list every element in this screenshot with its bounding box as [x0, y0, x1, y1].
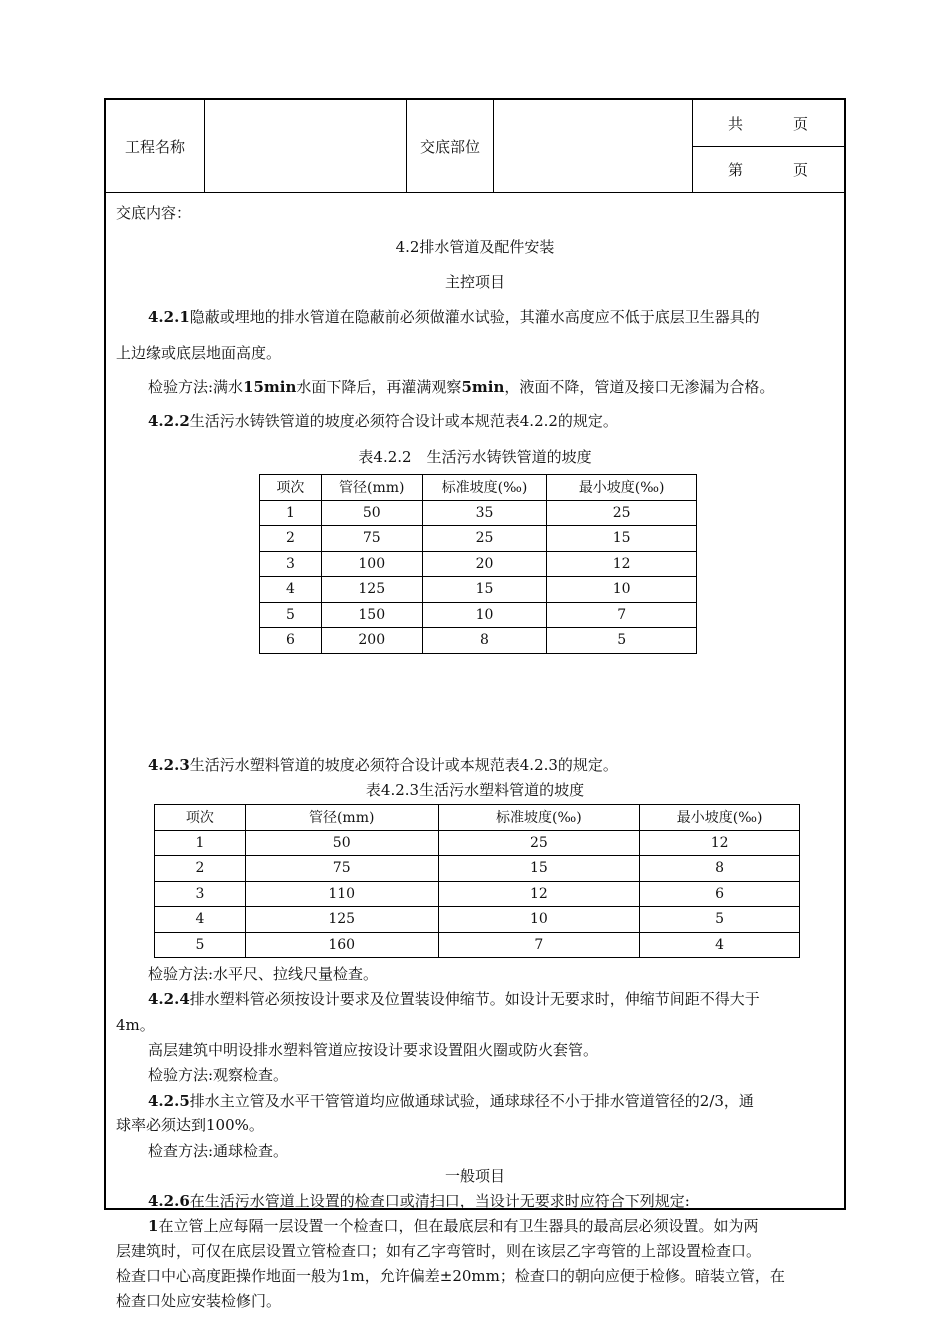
- table-row: [260, 628, 697, 654]
- total-pages-unit: 页: [793, 114, 809, 133]
- table-row: [155, 932, 800, 958]
- table-header-row: [260, 475, 697, 501]
- table-cell: 25: [547, 500, 697, 526]
- clause-4-2-5: [148, 1090, 754, 1111]
- table-cell: 5: [640, 907, 800, 933]
- table-cell: 10: [547, 577, 697, 603]
- table-cell: 75: [321, 526, 422, 552]
- table-cell: 50: [245, 830, 438, 856]
- clause-text: 生活污水铸铁管道的坡度必须符合设计或本规范表4.2.2的规定。: [189, 412, 618, 430]
- intro-label: 交底内容：: [116, 204, 192, 222]
- table-cell: 8: [640, 856, 800, 882]
- table-cell: 2: [260, 526, 322, 552]
- item-text: 在立管上应每隔一层设置一个检查口，但在最底层和有卫生器具的最高层必须设置。如为两: [158, 1217, 759, 1235]
- table-header-cell: 最小坡度(‰): [547, 475, 697, 501]
- table-row: [260, 500, 697, 526]
- table-cell: 3: [260, 551, 322, 577]
- clause-4-2-4-extra: 高层建筑中明设排水塑料管道应按设计要求设置阻火圈或防火套管。: [148, 1041, 599, 1059]
- table-row: [260, 577, 697, 603]
- item-number: 1: [148, 1217, 159, 1235]
- clause-text: 排水塑料管必须按设计要求及位置装设伸缩节。如设计无要求时，伸缩节间距不得大于: [189, 990, 760, 1008]
- table1-caption: 表4.2.2 生活污水铸铁管道的坡度: [358, 448, 592, 466]
- total-pages-cell: [693, 100, 844, 147]
- table2-caption: 表4.2.3生活污水塑料管道的坡度: [365, 781, 585, 799]
- table-cell: 6: [260, 628, 322, 654]
- table-cell: 1: [260, 500, 322, 526]
- table-row: [260, 526, 697, 552]
- table-cell: 4: [640, 932, 800, 958]
- page-no-unit: 页: [793, 160, 809, 179]
- table-cell: 7: [438, 932, 640, 958]
- check-text: 水面下降后，再灌满观察: [296, 378, 462, 396]
- clause-4-2-1-check: [148, 376, 774, 397]
- table-cell: 5: [547, 628, 697, 654]
- check-text: 检验方法:满水: [148, 378, 244, 396]
- table-cell: 3: [155, 881, 246, 907]
- check-text: ，液面不降，管道及接口无渗漏为合格。: [504, 378, 775, 396]
- clause-4-2-2: [148, 410, 618, 431]
- clause-code: 4.2.2: [148, 412, 190, 430]
- table-cell: 12: [640, 830, 800, 856]
- clause-code: 4.2.3: [148, 756, 190, 774]
- table-cell: 50: [321, 500, 422, 526]
- table-cell: 4: [260, 577, 322, 603]
- table-cell: 35: [422, 500, 547, 526]
- clause-text: 生活污水塑料管道的坡度必须符合设计或本规范表4.2.3的规定。: [189, 756, 618, 774]
- clause-code: 4.2.4: [148, 990, 190, 1008]
- clause-text: 隐蔽或埋地的排水管道在隐蔽前必须做灌水试验，其灌水高度应不低于底层卫生器具的: [189, 308, 760, 326]
- clause-code: 4.2.6: [148, 1192, 190, 1210]
- project-name-label: 工程名称: [106, 100, 205, 192]
- clause-4-2-5-cont: 球率必须达到100%。: [116, 1116, 264, 1134]
- table-cell: 200: [321, 628, 422, 654]
- clause-4-2-4: [148, 988, 760, 1009]
- table-cell: 12: [547, 551, 697, 577]
- table-cell: 110: [245, 881, 438, 907]
- project-name-value: [205, 100, 407, 192]
- table-cell: 160: [245, 932, 438, 958]
- clause-4-2-1-cont: 上边缘或底层地面高度。: [116, 344, 282, 362]
- clause-4-2-6-item-1-line4: 检查口处应安装检修门。: [116, 1292, 282, 1310]
- clause-text: 在生活污水管道上设置的检查口或清扫口，当设计无要求时应符合下列规定:: [189, 1192, 690, 1210]
- table-cell: 8: [422, 628, 547, 654]
- table-cell: 6: [640, 881, 800, 907]
- table-header-cell: 项次: [260, 475, 322, 501]
- table-cell: 100: [321, 551, 422, 577]
- table-header-cell: 管径(mm): [245, 805, 438, 831]
- clause-4-2-6-item-1-line3: 检查口中心高度距操作地面一般为1m，允许偏差±20mm；检查口的朝向应便于检修。暗装立管，在: [116, 1267, 785, 1285]
- location-value: [494, 100, 693, 192]
- page-no-cell: [693, 146, 844, 192]
- check-duration: 15min: [243, 378, 297, 396]
- clause-4-2-3: [148, 754, 618, 775]
- table-cell: 1: [155, 830, 246, 856]
- table-header-cell: 最小坡度(‰): [640, 805, 800, 831]
- table-header-cell: 管径(mm): [321, 475, 422, 501]
- clause-4-2-1: [148, 306, 760, 327]
- table-row: [260, 551, 697, 577]
- table-cell: 20: [422, 551, 547, 577]
- table-cell: 12: [438, 881, 640, 907]
- table-cell: 25: [438, 830, 640, 856]
- clause-code: 4.2.1: [148, 308, 190, 326]
- clause-4-2-3-check: 检验方法:水平尺、拉线尺量检查。: [148, 965, 379, 983]
- table-cell: 5: [155, 932, 246, 958]
- table-cell: 15: [547, 526, 697, 552]
- clause-4-2-4-check: 检验方法:观察检查。: [148, 1066, 289, 1084]
- clause-text: 排水主立管及水平干管管道均应做通球试验，通球球径不小于排水管道管径的2/3，通: [189, 1092, 754, 1110]
- table-cell: 10: [422, 602, 547, 628]
- total-pages-label: 共: [728, 114, 744, 133]
- table-header-cell: 标准坡度(‰): [438, 805, 640, 831]
- table-cell: 125: [321, 577, 422, 603]
- table-cell: 15: [422, 577, 547, 603]
- table-cell: 10: [438, 907, 640, 933]
- main-items-heading: 主控项目: [444, 273, 505, 291]
- clause-4-2-6-item-1: [148, 1215, 758, 1236]
- table-cell: 15: [438, 856, 640, 882]
- table-cell: 7: [547, 602, 697, 628]
- clause-4-2-5-check: 检查方法:通球检查。: [148, 1142, 289, 1160]
- table-header-row: [155, 805, 800, 831]
- document-frame: [104, 98, 846, 1310]
- header-table: [106, 100, 844, 193]
- page-no-label: 第: [728, 160, 744, 179]
- table-plastic-slope: [154, 804, 800, 958]
- clause-4-2-4-cont: 4m。: [116, 1016, 155, 1034]
- table-cell: 2: [155, 856, 246, 882]
- section-title: 4.2排水管道及配件安装: [395, 238, 555, 256]
- table-row: [155, 907, 800, 933]
- table-header-cell: 标准坡度(‰): [422, 475, 547, 501]
- table-row: [155, 881, 800, 907]
- table-row: [155, 856, 800, 882]
- table-cell: 4: [155, 907, 246, 933]
- clause-code: 4.2.5: [148, 1092, 190, 1110]
- clause-4-2-6: [148, 1190, 690, 1211]
- table-cell: 150: [321, 602, 422, 628]
- general-items-heading: 一般项目: [444, 1167, 505, 1185]
- table-cast-iron-slope: [259, 474, 697, 654]
- table-cell: 5: [260, 602, 322, 628]
- location-label: 交底部位: [407, 100, 494, 192]
- table-cell: 25: [422, 526, 547, 552]
- table-cell: 125: [245, 907, 438, 933]
- table-row: [155, 830, 800, 856]
- table-header-cell: 项次: [155, 805, 246, 831]
- table-row: [260, 602, 697, 628]
- clause-4-2-6-item-1-line2: 层建筑时，可仅在底层设置立管检查口；如有乙字弯管时，则在该层乙字弯管的上部设置检查口。: [116, 1242, 762, 1260]
- table-cell: 75: [245, 856, 438, 882]
- check-duration: 5min: [461, 378, 505, 396]
